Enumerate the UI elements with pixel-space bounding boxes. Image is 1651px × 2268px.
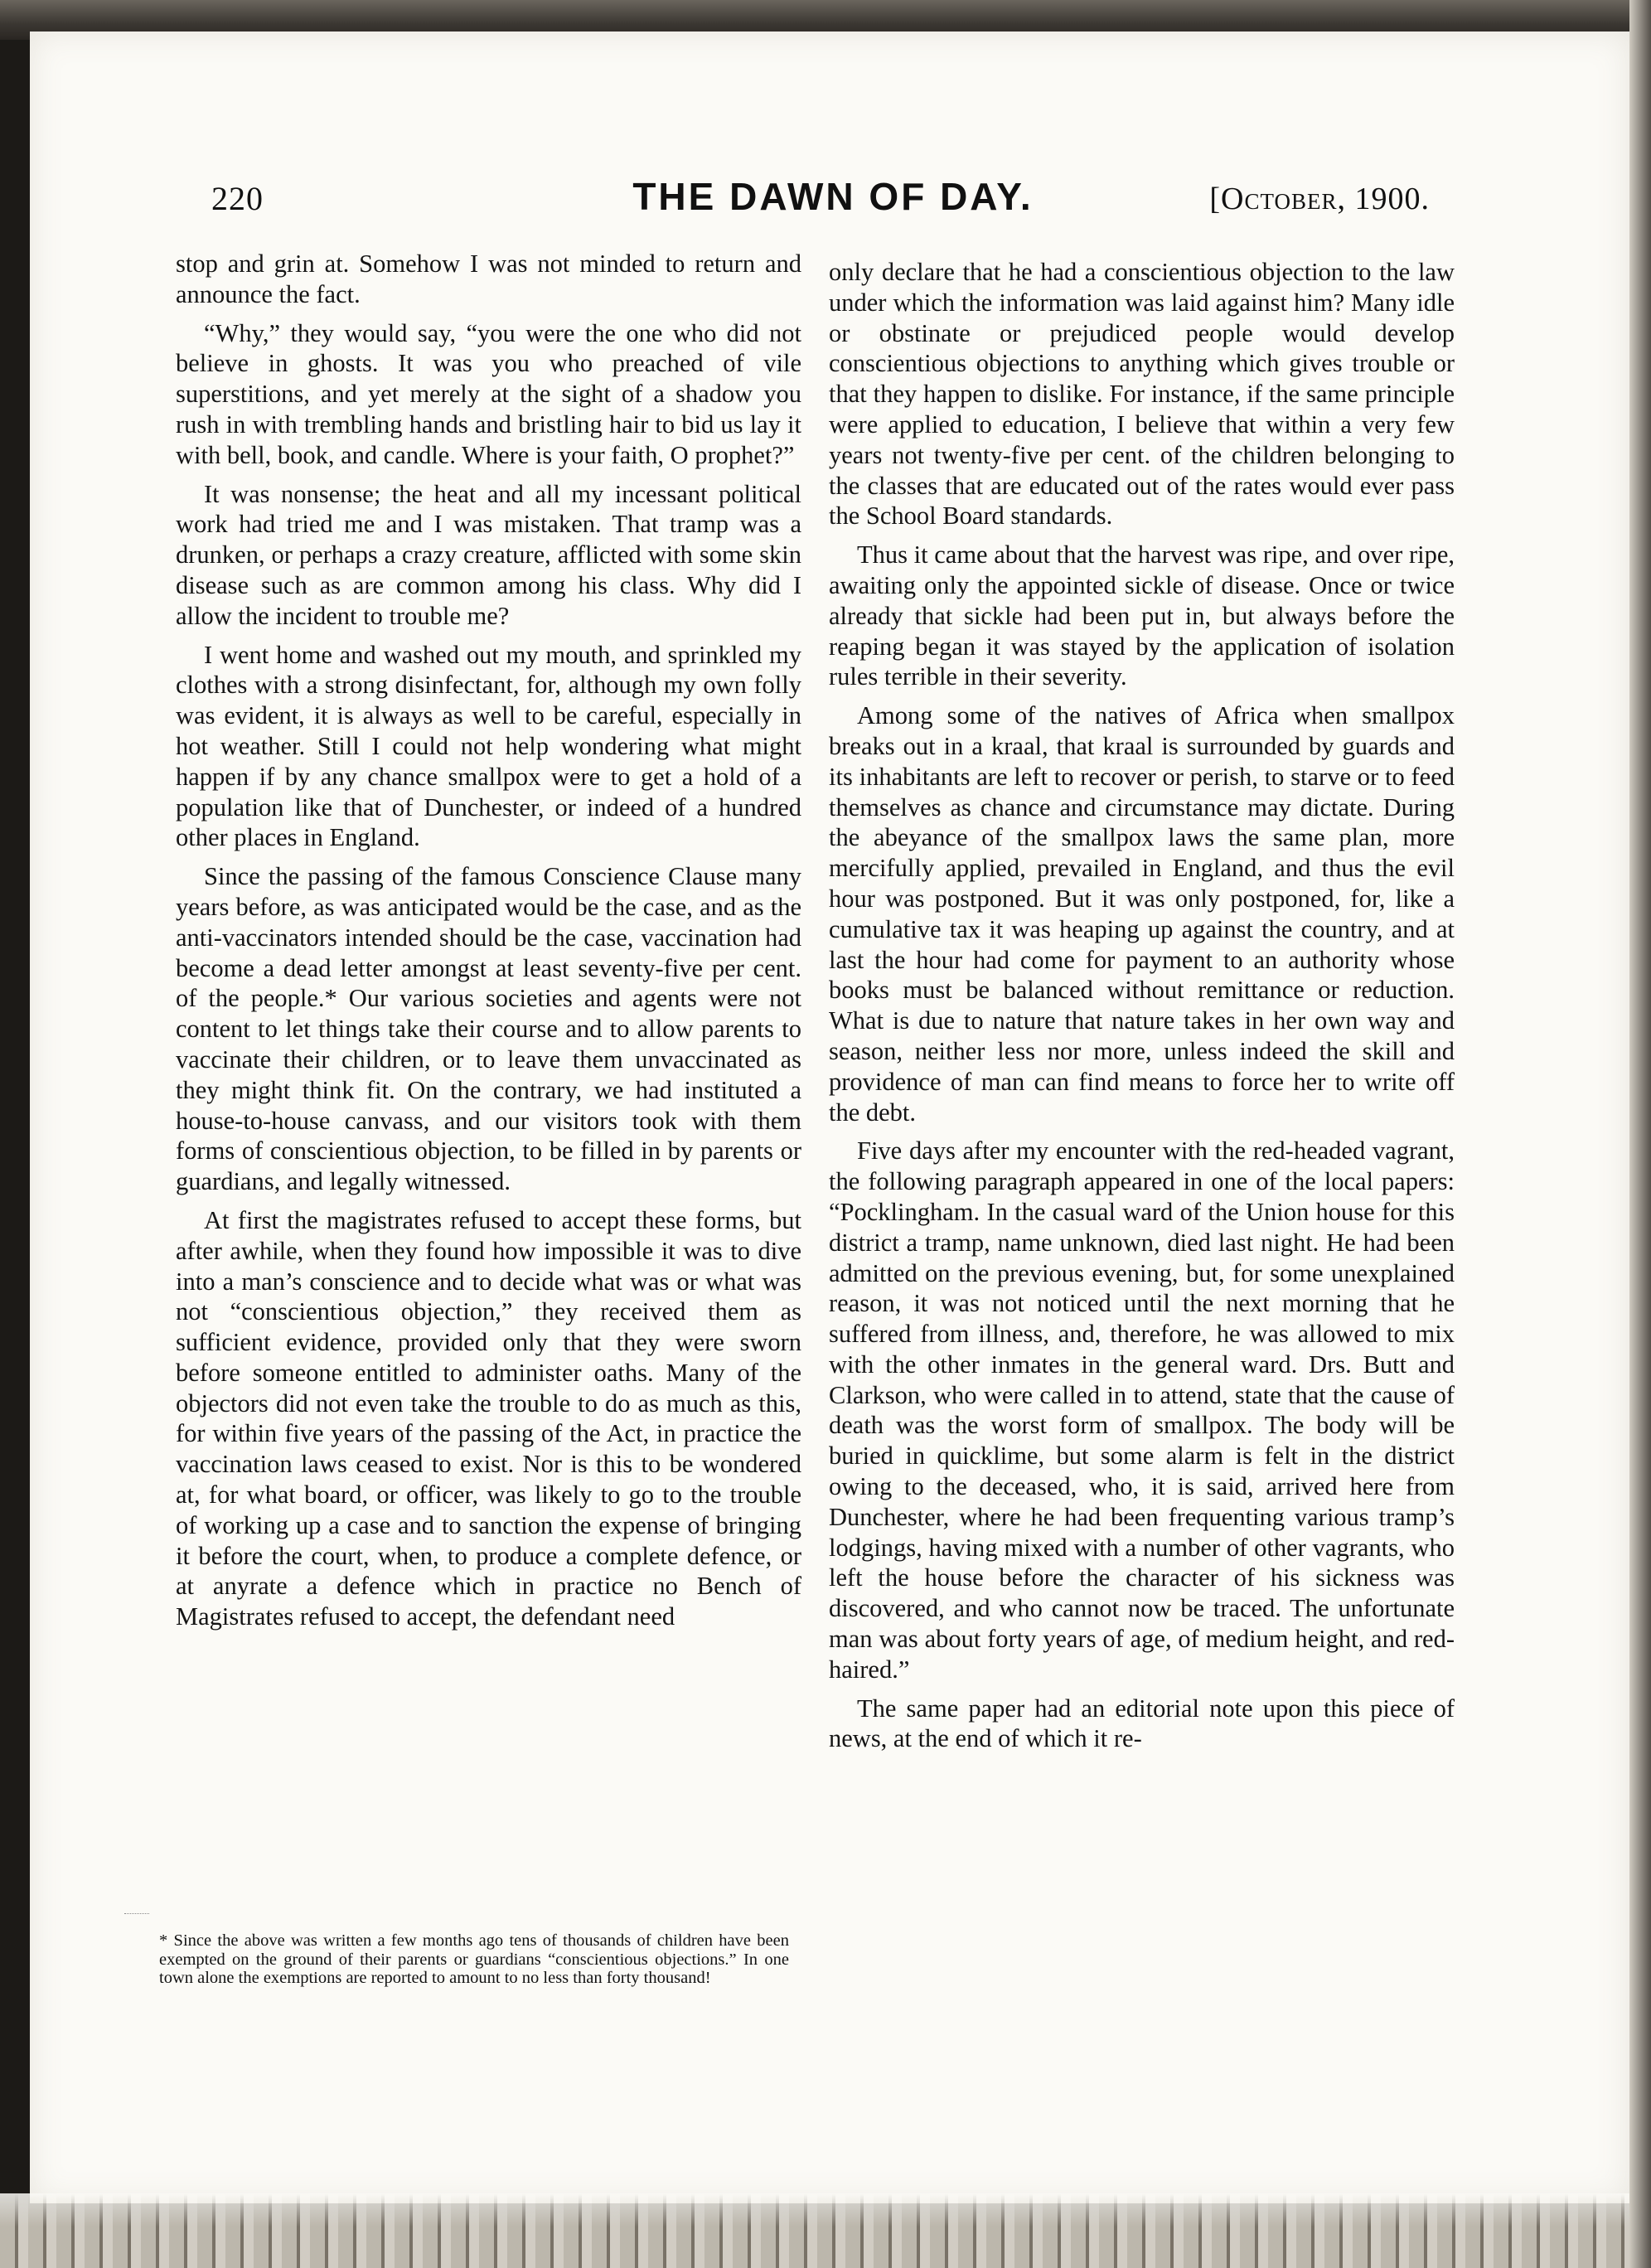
scan-bottom-edge xyxy=(0,2193,1651,2268)
left-column xyxy=(176,249,801,1640)
paragraph: At first the magistrates refused to accept these forms, but after awhile, when they found how impossible it was to dive into a man’s conscience and to decide what was or what was not “conscientious objection,” they received them as sufficient evidence, provided only that they were sworn before someone entitled to administer oaths. Many of the objectors did not even take the trouble to do as much as this, for within five years of the passing of the Act, in practice the vaccination laws ceased to exist. Nor is this to be wondered at, for what board, or officer, was likely to go to the trouble of working up a case and to sanction the expense of bringing it before the court, when, to produce a complete defence, or at anyrate a defence which in practice no Bench of Magistrates refused to accept, the defendant need xyxy=(176,1205,801,1631)
paragraph: stop and grin at. Somehow I was not minded to return and announce the fact. xyxy=(176,250,801,308)
paragraph: only declare that he had a conscientious objection to the law under which the information was laid against him? Many idle or obstinate or prejudiced people would develop conscientious objections to anything which gives trouble or that they happen to dislike. For instance, if the same principle were applied to education, I believe that within a very few years not twenty-five per cent. of the children belonging to the classes that are educated out of the rates would ever pass the School Board standards. xyxy=(829,258,1455,531)
paragraph: “Why,” they would say, “you were the one who did not believe in ghosts. It was you who preached of vile superstitions, and yet merely at the sight of a shadow you rush in with trembling hands and bristling hair to bid us lay it with bell, book, and candle. Where is your faith, O prophet?” xyxy=(176,318,801,469)
footnote-rule xyxy=(124,1913,149,1914)
paragraph: Among some of the natives of Africa when smallpox breaks out in a kraal, that kraal is surrounded by guards and its inhabitants are left to recover or perish, to starve or to feed themselves as chance and circumstance may dictate. During the abeyance of the smallpox laws the same plan, more mercifully applied, prevailed in England, and thus the evil hour was postponed. But it was only postponed, for, like a cumulative tax it was heaping up against the country, and at last the hour had come for payment to an authority whose books must be balanced without remittance or reduction. What is due to nature that nature takes in her own way and season, neither less nor more, unless indeed the skill and providence of man can find means to force her to write off the debt. xyxy=(829,701,1455,1127)
issue-date: [October, 1900. xyxy=(1209,182,1430,216)
right-column xyxy=(829,257,1455,1762)
paragraph: I went home and washed out my mouth, and sprinkled my clothes with a strong disinfectant, for, although my own folly was evident, it is always as well to be careful, especially in hot weather. Still I could not help wondering what might happen if by any chance smallpox were to get a hold of a population like that of Dunchester, or indeed of a hundred other places in England. xyxy=(176,640,801,852)
paragraph: It was nonsense; the heat and all my incessant political work had tried me and I was mistaken. That tramp was a drunken, or perhaps a crazy creature, afflicted with some skin disease such as are common among his class. Why did I allow the incident to trouble me? xyxy=(176,479,801,630)
paragraph: Since the passing of the famous Conscience Clause many years before, as was anticipated would be the case, and as the anti-vaccinators intended should be the case, vaccination had become a dead letter amongst at least seventy-five per cent. of the people.* Our various societies and agents were not content to let things take their course and to allow parents to vaccinate their children, or to leave them unvaccinated as they might think fit. On the contrary, we had instituted a house-to-house canvass, and our visitors took with them forms of conscientious objection, to be filled in by parents or guardians, and legally witnessed. xyxy=(176,862,801,1196)
footnote: * Since the above was written a few months ago tens of thousands of children have been exempted on the ground of their parents or guardians “conscientious objections.” In one town alone the exemptions are reported to amount to no less than forty thousand! xyxy=(159,1931,789,1987)
page-header xyxy=(211,174,1430,224)
paragraph: Thus it came about that the harvest was ripe, and over ripe, awaiting only the appointed sickle of disease. Once or twice already that sickle had been put in, but always before the reaping began it was stayed by the application of isolation rules terrible in their severity. xyxy=(829,540,1455,691)
journal-title: THE DAWN OF DAY. xyxy=(632,175,1034,218)
scan-right-edge xyxy=(1629,0,1651,2268)
paragraph: Five days after my encounter with the red-headed vagrant, the following paragraph appeared in one of the local papers: “Pocklingham. In the casual ward of the Union house for this district a tramp, name unknown, died last night. He had been admitted on the previous evening, but, for some unexplained reason, it was not noticed until the next morning that he suffered from illness, and, therefore, he was allowed to mix with the other inmates in the general ward. Drs. Butt and Clarkson, who were called in to attend, state that the cause of death was the worst form of smallpox. The body will be buried in quicklime, but some alarm is felt in the district owing to the deceased, who, it is said, arrived here from Dunchester, where he had been frequenting various tramp’s lodgings, having mixed with a number of other vagrants, who left the house before the character of his sickness was discovered, and who cannot now be traced. The unfortunate man was about forty years of age, of medium height, and red-haired.” xyxy=(829,1136,1455,1684)
paragraph: The same paper had an editorial note upon this piece of news, at the end of which it re- xyxy=(829,1694,1455,1753)
page-number: 220 xyxy=(211,180,264,217)
